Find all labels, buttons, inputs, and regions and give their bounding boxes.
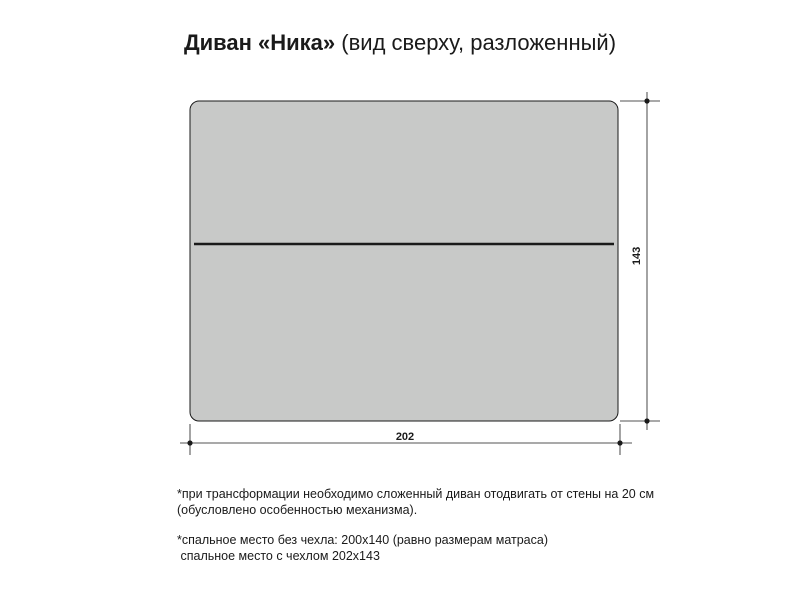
- height-dimension-label: 143: [631, 246, 643, 266]
- note-transformation-reason: (обусловлено особенностью механизма).: [177, 503, 418, 517]
- height-dimension: [620, 92, 660, 430]
- note-sleeping-area-with-cover: спальное место с чехлом 202х143: [177, 549, 380, 563]
- title-sofa-name: Диван «Ника»: [183, 30, 336, 55]
- notes-block: [177, 486, 654, 564]
- width-dimension: [180, 424, 632, 455]
- sofa-outline: [190, 101, 618, 421]
- width-dimension-label: 202: [395, 431, 415, 443]
- title-view-note: (вид сверху, разложенный): [335, 30, 617, 55]
- note-sleeping-area-without-cover: *спальное место без чехла: 200х140 (равно размерам матраса): [177, 533, 549, 547]
- note-transformation: *при трансформации необходимо сложенный диван отодвигать от стены на 20 см: [177, 487, 655, 501]
